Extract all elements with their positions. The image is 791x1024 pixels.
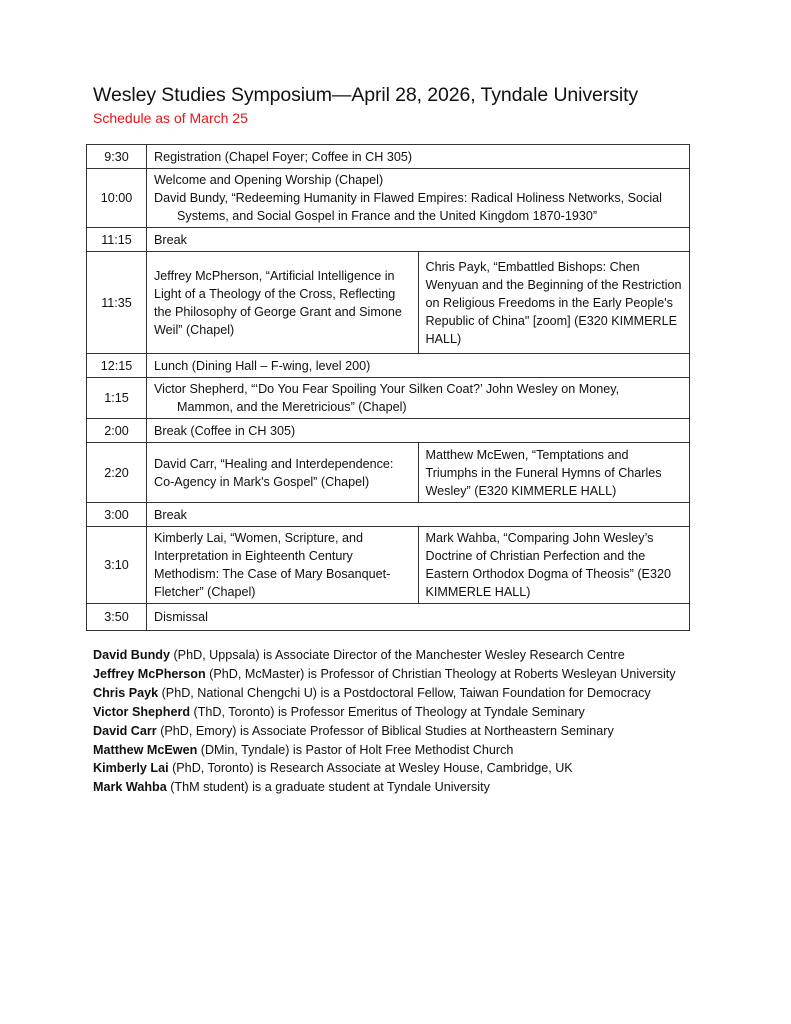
- schedule-date-note: Schedule as of March 25: [93, 110, 248, 126]
- session-chapel-cell: Jeffrey McPherson, “Artificial Intelligence in Light of a Theology of the Cross, Reflecting the Philosophy of George Grant and Simone Weil” (Chapel): [147, 252, 419, 354]
- schedule-row: [87, 527, 690, 604]
- time-cell: 3:50: [87, 604, 147, 631]
- schedule-row: [87, 443, 690, 503]
- speaker-bio: (PhD, Emory) is Associate Professor of Biblical Studies at Northeastern Seminary: [156, 723, 614, 738]
- event-cell: Break: [147, 503, 690, 527]
- session-chapel-cell: Kimberly Lai, “Women, Scripture, and Interpretation in Eighteenth Century Methodism: The Case of Mary Bosanquet-Fletcher” (Chapel): [147, 527, 419, 604]
- time-cell: 11:15: [87, 228, 147, 252]
- speaker-bio: (PhD, National Chengchi U) is a Postdoctoral Fellow, Taiwan Foundation for Democracy: [158, 685, 651, 700]
- event-line: Welcome and Opening Worship (Chapel): [154, 173, 384, 187]
- speaker-name: David Carr: [93, 723, 157, 738]
- time-cell: 3:00: [87, 503, 147, 527]
- schedule-table: [86, 144, 690, 631]
- time-cell: 10:00: [87, 169, 147, 228]
- bio-line: [93, 741, 676, 760]
- event-cell: [147, 378, 690, 419]
- speaker-name: Mark Wahba: [93, 780, 167, 795]
- speaker-name: Matthew McEwen: [93, 742, 198, 757]
- speaker-name: Chris Payk: [93, 685, 159, 700]
- event-cell: Dismissal: [147, 604, 690, 631]
- speaker-bio: (PhD, McMaster) is Professor of Christian Theology at Roberts Wesleyan University: [205, 666, 676, 681]
- speaker-bio: (ThM student) is a graduate student at Tyndale University: [166, 780, 490, 795]
- speaker-bios: [93, 646, 676, 797]
- session-chapel-cell: David Carr, “Healing and Interdependence: Co-Agency in Mark's Gospel” (Chapel): [147, 443, 419, 503]
- speaker-bio: (PhD, Uppsala) is Associate Director of the Manchester Wesley Research Centre: [169, 648, 625, 662]
- speaker-name: Kimberly Lai: [93, 761, 169, 776]
- schedule-row: [87, 503, 690, 527]
- event-cell: Break: [147, 228, 690, 252]
- schedule-row: [87, 145, 690, 169]
- schedule-row: [87, 419, 690, 443]
- session-kimmerle-cell: Matthew McEwen, “Temptations and Triumphs in the Funeral Hymns of Charles Wesley” (E320 KIMMERLE HALL): [418, 443, 690, 503]
- speaker-name: Victor Shepherd: [93, 704, 191, 719]
- bio-line: [93, 703, 676, 722]
- schedule-row: [87, 378, 690, 419]
- schedule-row: [87, 604, 690, 631]
- event-line: Victor Shepherd, “‘Do You Fear Spoiling Your Silken Coat?’ John Wesley on Money,: [154, 382, 620, 396]
- event-cell: Break (Coffee in CH 305): [147, 419, 690, 443]
- schedule-row: [87, 169, 690, 228]
- event-cell: Lunch (Dining Hall – F-wing, level 200): [147, 354, 690, 378]
- speaker-bio: (PhD, Toronto) is Research Associate at Wesley House, Cambridge, UK: [168, 761, 573, 776]
- schedule-row: [87, 354, 690, 378]
- time-cell: 2:20: [87, 443, 147, 503]
- time-cell: 9:30: [87, 145, 147, 169]
- event-line: Systems, and Social Gospel in France and the United Kingdom 1870-1930”: [177, 209, 598, 223]
- time-cell: 12:15: [87, 354, 147, 378]
- speaker-bio: (DMin, Tyndale) is Pastor of Holt Free Methodist Church: [197, 742, 514, 757]
- event-cell: [147, 169, 690, 228]
- bio-line: [93, 778, 676, 797]
- time-cell: 2:00: [87, 419, 147, 443]
- speaker-name: David Bundy: [93, 648, 170, 662]
- document-title: Wesley Studies Symposium—April 28, 2026, Tyndale University: [93, 84, 639, 106]
- bio-line: [93, 722, 676, 741]
- speaker-bio: (ThD, Toronto) is Professor Emeritus of Theology at Tyndale Seminary: [190, 704, 585, 719]
- time-cell: 11:35: [87, 252, 147, 354]
- time-cell: 1:15: [87, 378, 147, 419]
- schedule-row: [87, 228, 690, 252]
- bio-line: [93, 684, 676, 703]
- event-line: David Bundy, “Redeeming Humanity in Flawed Empires: Radical Holiness Networks, Social: [154, 191, 662, 205]
- speaker-name: Jeffrey McPherson: [93, 666, 206, 681]
- session-kimmerle-cell: Chris Payk, “Embattled Bishops: Chen Wenyuan and the Beginning of the Restriction on Religious Freedoms in the Early People's Republic of China" [zoom] (E320 KIMMERLE HALL): [418, 252, 690, 354]
- bio-line: [93, 665, 676, 684]
- schedule-row: [87, 252, 690, 354]
- time-cell: 3:10: [87, 527, 147, 604]
- bio-line: [93, 759, 676, 778]
- bio-line: [93, 646, 676, 665]
- session-kimmerle-cell: Mark Wahba, “Comparing John Wesley’s Doctrine of Christian Perfection and the Eastern Orthodox Dogma of Theosis” (E320 KIMMERLE HALL): [418, 527, 690, 604]
- event-cell: Registration (Chapel Foyer; Coffee in CH 305): [147, 145, 690, 169]
- event-line: Mammon, and the Meretricious” (Chapel): [177, 400, 407, 414]
